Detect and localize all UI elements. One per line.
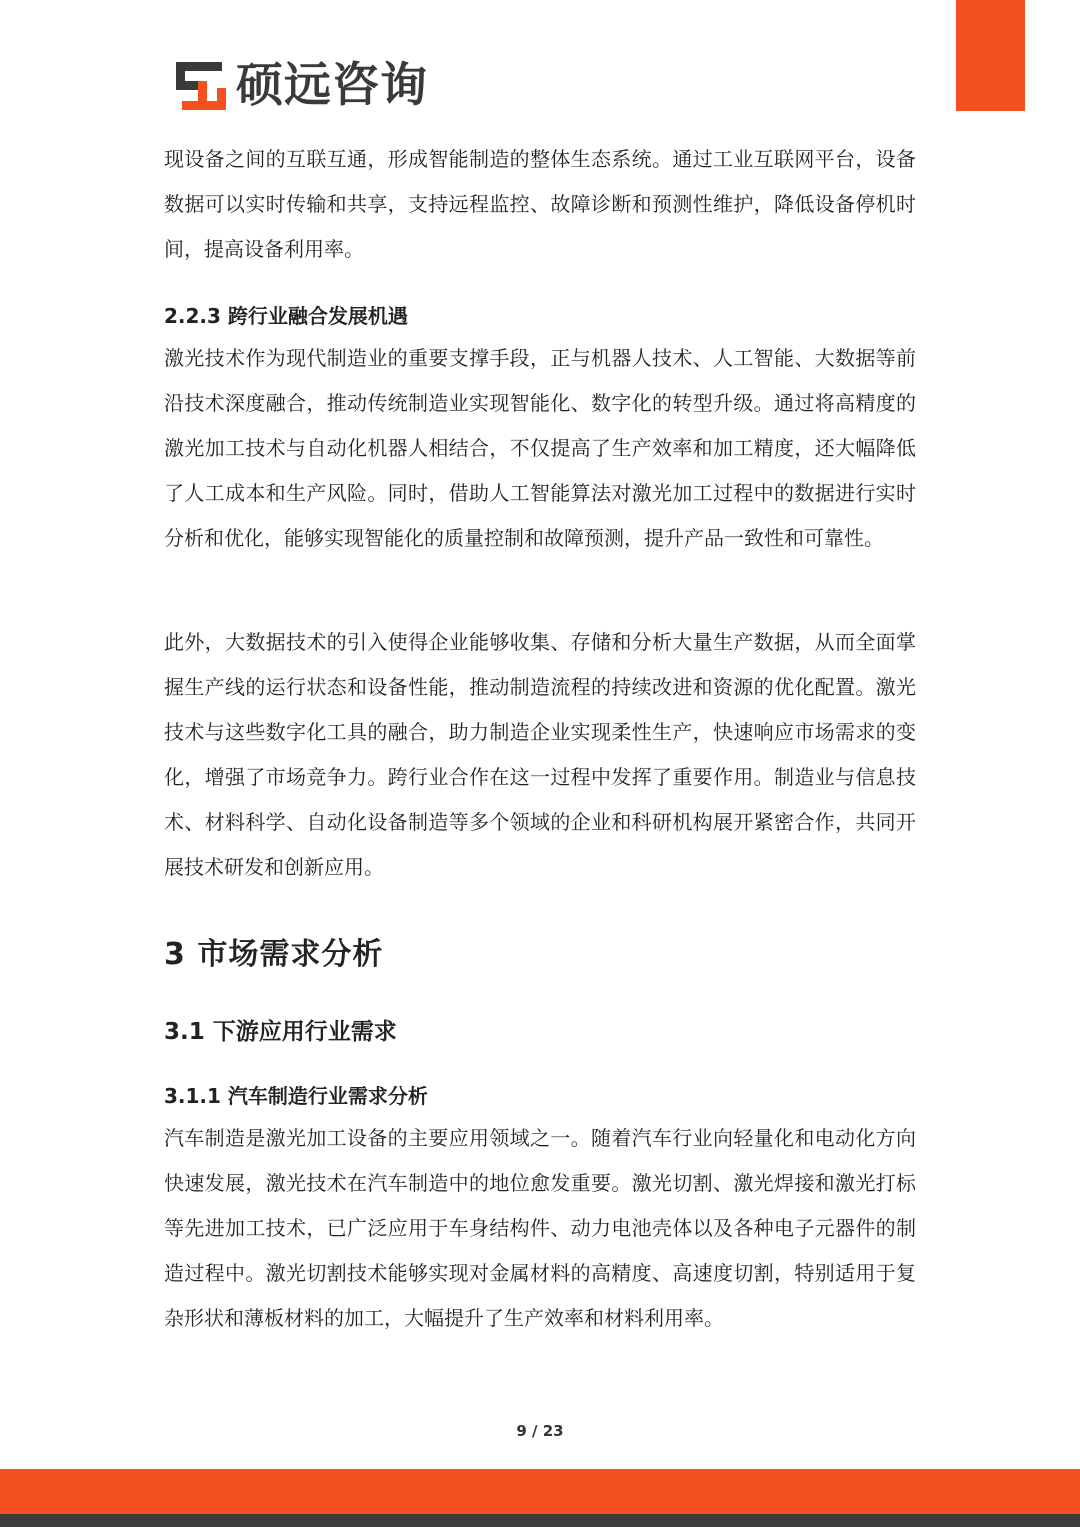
heading-chapter-3: 3 市场需求分析 [164, 937, 384, 972]
corner-accent-tab [956, 0, 1025, 111]
heading-2-2-3: 2.2.3 跨行业融合发展机遇 [164, 304, 408, 328]
paragraph-cross-industry: 激光技术作为现代制造业的重要支撑手段，正与机器人技术、人工智能、大数据等前沿技术深度融合，推动传统制造业实现智能化、数字化的转型升级。通过将高精度的激光加工技术与自动化机器人相结合，不仅提高了生产效率和加工精度，还大幅降低了人工成本和生产风险。同时，借助人工智能算法对激光加工过程中的数据进行实时分析和优化，能够实现智能化的质量控制和故障预测，提升产品一致性和可靠性。 [164, 346, 916, 550]
s-block-logo-icon [176, 62, 228, 110]
paragraph-iiot: 现设备之间的互联互通，形成智能制造的整体生态系统。通过工业互联网平台，设备数据可以实时传输和共享，支持远程监控、故障诊断和预测性维护，降低设备停机时间，提高设备利用率。 [164, 147, 916, 261]
footer-accent-bar [0, 1469, 1080, 1514]
footer-dark-strip [0, 1514, 1080, 1527]
paragraph-automotive: 汽车制造是激光加工设备的主要应用领域之一。随着汽车行业向轻量化和电动化方向快速发展，激光技术在汽车制造中的地位愈发重要。激光切割、激光焊接和激光打标等先进加工技术，已广泛应用于车身结构件、动力电池壳体以及各种电子元器件的制造过程中。激光切割技术能够实现对金属材料的高精度、高速度切割，特别适用于复杂形状和薄板材料的加工，大幅提升了生产效率和材料利用率。 [164, 1126, 916, 1330]
paragraph-big-data: 此外，大数据技术的引入使得企业能够收集、存储和分析大量生产数据，从而全面掌握生产线的运行状态和设备性能，推动制造流程的持续改进和资源的优化配置。激光技术与这些数字化工具的融合，助力制造企业实现柔性生产，快速响应市场需求的变化，增强了市场竞争力。跨行业合作在这一过程中发挥了重要作用。制造业与信息技术、材料科学、自动化设备制造等多个领域的企业和科研机构展开紧密合作，共同开展技术研发和创新应用。 [164, 630, 916, 879]
heading-3-1-1: 3.1.1 汽车制造行业需求分析 [164, 1084, 428, 1108]
brand-name: 硕远咨询 [236, 58, 428, 113]
page-number: 9 / 23 [516, 1422, 564, 1440]
brand-logo [176, 58, 428, 114]
heading-3-1: 3.1 下游应用行业需求 [164, 1019, 397, 1045]
